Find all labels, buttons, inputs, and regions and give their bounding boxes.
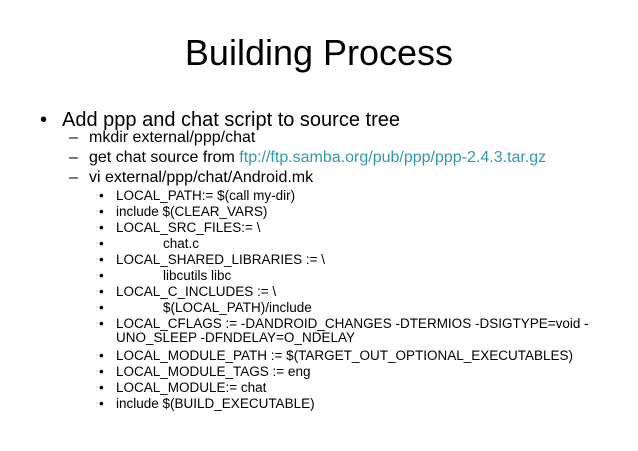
- code-line-text: libcutils libc: [163, 268, 232, 283]
- bullet-icon: •: [99, 252, 104, 267]
- bullet-icon: •: [40, 109, 48, 131]
- sub-item-text: vi external/ppp/chat/Android.mk: [89, 169, 314, 186]
- code-line-text: LOCAL_MODULE_PATH := $(TARGET_OUT_OPTIONAL_EXECUTABLES): [116, 348, 573, 363]
- code-line-text: LOCAL_SRC_FILES:= \: [116, 220, 261, 235]
- code-line-text: $(LOCAL_PATH)/include: [163, 300, 312, 315]
- bullet-icon: •: [99, 316, 104, 331]
- bullet-icon: •: [99, 236, 104, 251]
- code-line-text: LOCAL_C_INCLUDES := \: [116, 284, 277, 299]
- code-line-text: include $(BUILD_EXECUTABLE): [116, 396, 315, 411]
- bullet-text: Add ppp and chat script to source tree: [62, 109, 400, 131]
- bullet-icon: •: [99, 300, 104, 315]
- bullet-icon: •: [99, 284, 104, 299]
- bullet-icon: •: [99, 204, 104, 219]
- dash-icon: –: [69, 169, 78, 186]
- dash-icon: –: [69, 129, 78, 146]
- bullet-icon: •: [99, 380, 104, 395]
- slide-title: Building Process: [184, 32, 454, 73]
- code-line-text: LOCAL_SHARED_LIBRARIES := \: [116, 252, 325, 267]
- sub-item-text: mkdir external/ppp/chat: [89, 129, 256, 146]
- bullet-icon: •: [99, 268, 104, 283]
- code-line-text: LOCAL_MODULE_TAGS := eng: [116, 364, 311, 379]
- bullet-icon: •: [99, 396, 104, 411]
- bullet-icon: •: [99, 364, 104, 379]
- bullet-icon: •: [99, 188, 104, 203]
- code-line-text: UNO_SLEEP -DFNDELAY=O_NDELAY: [116, 330, 355, 345]
- dash-icon: –: [69, 149, 78, 166]
- code-line-text: chat.c: [163, 236, 200, 251]
- bullet-icon: •: [99, 348, 104, 363]
- sub-item-text: get chat source from: [89, 149, 240, 166]
- code-line-text: LOCAL_PATH:= $(call my-dir): [116, 188, 296, 203]
- ftp-link[interactable]: ftp://ftp.samba.org/pub/ppp/ppp-2.4.3.tar.gz: [239, 149, 547, 166]
- code-line-text: include $(CLEAR_VARS): [116, 204, 268, 219]
- code-line-text: LOCAL_MODULE:= chat: [116, 380, 267, 395]
- bullet-icon: •: [99, 220, 104, 235]
- code-line-text: LOCAL_CFLAGS := -DANDROID_CHANGES -DTERMIOS -DSIGTYPE=void -: [116, 316, 589, 331]
